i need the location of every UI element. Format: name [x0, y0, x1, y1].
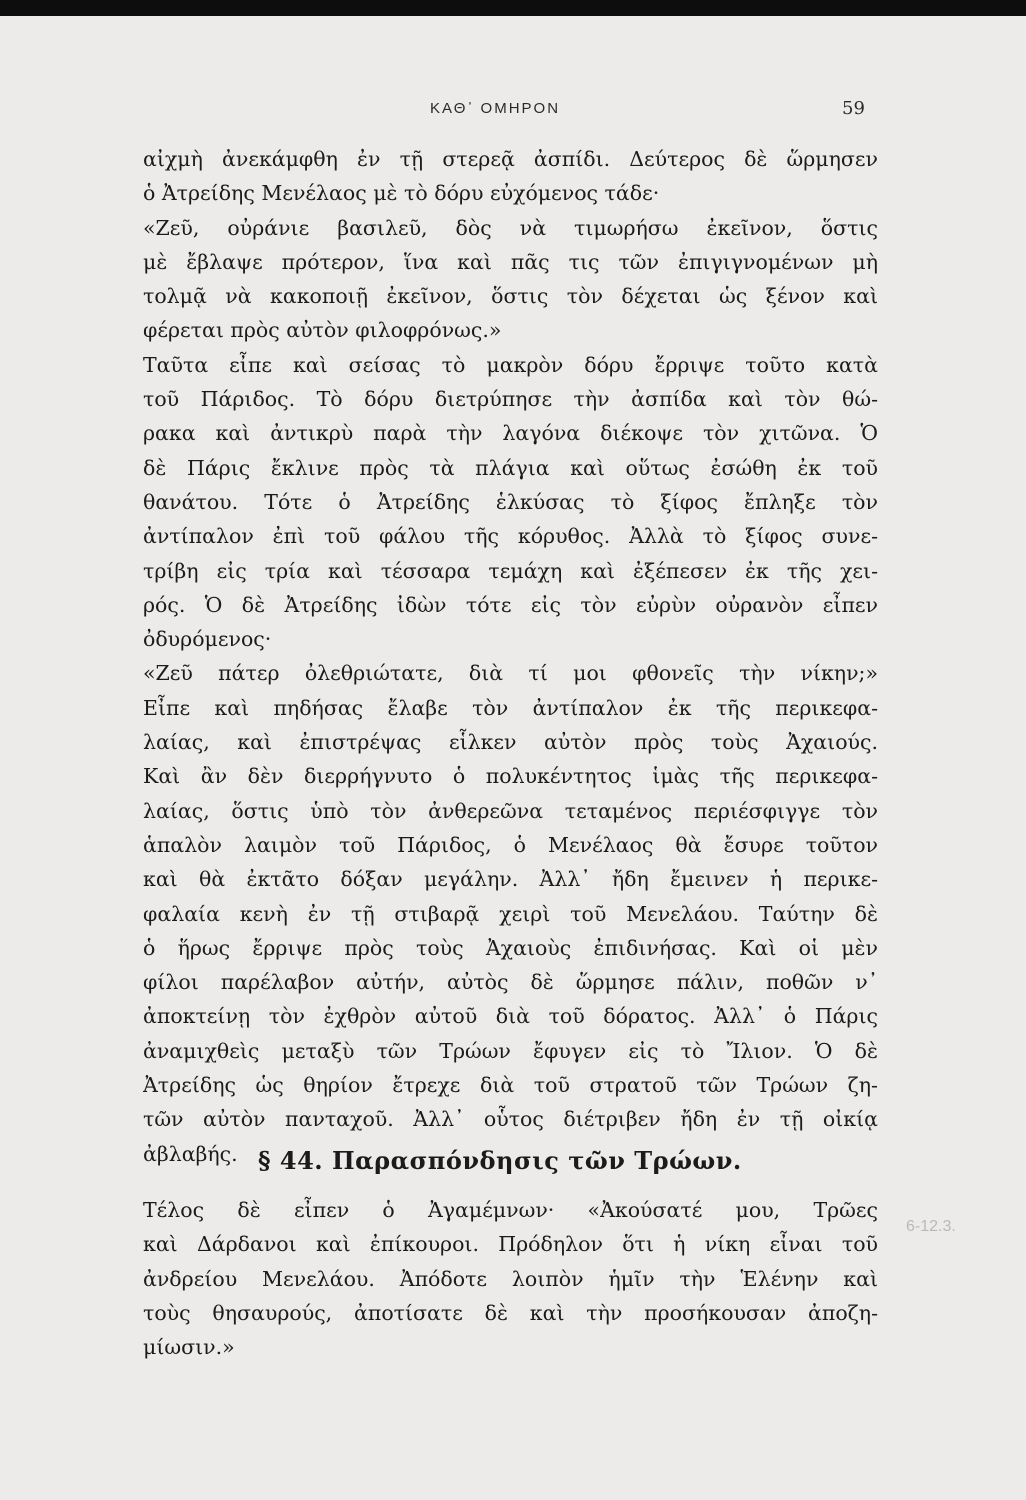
text-line: μίωσιν.» [143, 1335, 235, 1360]
text-line: λαίας, καὶ ἐπιστρέψας εἷλκεν αὐτὸν πρὸς τοὺς Ἀχαιούς. [143, 730, 878, 755]
page-number: 59 [842, 98, 865, 119]
text-line: τῶν αὐτὸν πανταχοῦ. Ἀλλ᾿ οὗτος διέτριβεν ἤδη ἐν τῇ οἰκίᾳ [143, 1107, 878, 1132]
text-line: «Ζεῦ, οὐράνιε βασιλεῦ, δὸς νὰ τιμωρήσω ἐκεῖνον, ὅστις [143, 215, 878, 240]
text-line: Τέλος δὲ εἶπεν ὁ Ἀγαμέμνων· «Ἀκούσατέ μου, Τρῶες [143, 1198, 878, 1222]
text-line: τρίβη εἰς τρία καὶ τέσσαρα τεμάχη καὶ ἐξέπεσεν ἐκ τῆς χει- [143, 558, 878, 583]
text-line: λαίας, ὅστις ὑπὸ τὸν ἀνθερεῶνα τεταμένος περιέσφιγγε τὸν [143, 798, 878, 823]
text-line: δὲ Πάρις ἔκλινε πρὸς τὰ πλάγια καὶ οὕτως ἐσώθη ἐκ τοῦ [143, 455, 878, 480]
text-line: ὁ ἥρως ἔρριψε πρὸς τοὺς Ἀχαιοὺς ἐπιδινήσας. Καὶ οἱ μὲν [143, 935, 878, 960]
running-title: ΚΑΘ᾿ ΟΜΗΡΟΝ [430, 100, 561, 117]
text-line: ὀδυρόμενος· [143, 627, 272, 652]
text-line: φέρεται πρὸς αὐτὸν φιλοφρόνως.» [143, 318, 502, 343]
margin-pencil-note: 6-12.3. [906, 1218, 956, 1235]
text-line: τοῦ Πάριδος. Τὸ δόρυ διετρύπησε τὴν ἀσπίδα καὶ τὸν θώ- [143, 387, 878, 412]
text-line: τολμᾷ νὰ κακοποιῇ ἐκεῖνον, ὅστις τὸν δέχεται ὡς ξένον καὶ [143, 284, 878, 309]
text-line: Ἀτρείδης ὡς θηρίον ἔτρεχε διὰ τοῦ στρατοῦ τῶν Τρώων ζη- [143, 1073, 878, 1098]
text-line: Καὶ ἂν δὲν διερρήγνυτο ὁ πολυκέντητος ἱμὰς τῆς περικεφα- [143, 764, 878, 789]
text-line: καὶ Δάρδανοι καὶ ἐπίκουροι. Πρόδηλον ὅτι ἡ νίκη εἶναι τοῦ [143, 1232, 878, 1257]
text-line: ρακα καὶ ἀντικρὺ παρὰ τὴν λαγόνα διέκοψε τὸν χιτῶνα. Ὁ [143, 421, 878, 446]
text-line: αἰχμὴ ἀνεκάμφθη ἐν τῇ στερεᾷ ἀσπίδι. Δεύτερος δὲ ὥρμησεν [143, 147, 878, 171]
text-line: ρός. Ὁ δὲ Ἀτρείδης ἰδὼν τότε εἰς τὸν εὐρὺν οὐρανὸν εἶπεν [143, 592, 878, 617]
text-line: Ταῦτα εἶπε καὶ σείσας τὸ μακρὸν δόρυ ἔρριψε τοῦτο κατὰ [143, 352, 878, 377]
body-text [143, 142, 878, 1171]
text-line: ἀβλαβής. [143, 1141, 238, 1166]
text-line: ἀναμιχθεὶς μεταξὺ τῶν Τρώων ἔφυγεν εἰς τὸ Ἴλιον. Ὁ δὲ [143, 1038, 878, 1063]
text-line: ἀποκτείνῃ τὸν ἐχθρὸν αὐτοῦ διὰ τοῦ δόρατος. Ἀλλ᾿ ὁ Πάρις [143, 1004, 878, 1029]
running-head [0, 98, 1026, 128]
text-line: τοὺς θησαυρούς, ἀποτίσατε δὲ καὶ τὴν προσήκουσαν ἀποζη- [143, 1300, 878, 1325]
text-line: ἀνδρείου Μενελάου. Ἀπόδοτε λοιπὸν ἡμῖν τὴν Ἑλένην καὶ [143, 1266, 878, 1291]
text-line: ἀντίπαλον ἐπὶ τοῦ φάλου τῆς κόρυθος. Ἀλλὰ τὸ ξίφος συνε- [143, 524, 878, 549]
text-line: μὲ ἔβλαψε πρότερον, ἵνα καὶ πᾶς τις τῶν ἐπιγιγνομένων μὴ [143, 249, 878, 274]
section-heading: § 44. Παρασπόνδησις τῶν Τρώων. [258, 1146, 742, 1175]
text-line: «Ζεῦ πάτερ ὀλεθριώτατε, διὰ τί μοι φθονεῖς τὴν νίκην;» [143, 661, 878, 686]
text-line: καὶ θὰ ἐκτᾶτο δόξαν μεγάλην. Ἀλλ᾿ ἤδη ἔμεινεν ἡ περικε- [143, 867, 878, 892]
text-line: φίλοι παρέλαβον αὐτήν, αὐτὸς δὲ ὥρμησε πάλιν, ποθῶν ν᾿ [143, 970, 878, 995]
text-line: Εἶπε καὶ πηδήσας ἔλαβε τὸν ἀντίπαλον ἐκ τῆς περικεφα- [143, 695, 878, 720]
section-text [143, 1193, 878, 1364]
text-line: θανάτου. Τότε ὁ Ἀτρείδης ἑλκύσας τὸ ξίφος ἔπληξε τὸν [143, 489, 878, 514]
text-line: ὁ Ἀτρείδης Μενέλαος μὲ τὸ δόρυ εὐχόμενος τάδε· [143, 181, 660, 206]
text-line: ἁπαλὸν λαιμὸν τοῦ Πάριδος, ὁ Μενέλαος θὰ ἔσυρε τοῦτον [143, 832, 878, 857]
text-line: φαλαία κενὴ ἐν τῇ στιβαρᾷ χειρὶ τοῦ Μενελάου. Ταύτην δὲ [143, 901, 878, 926]
